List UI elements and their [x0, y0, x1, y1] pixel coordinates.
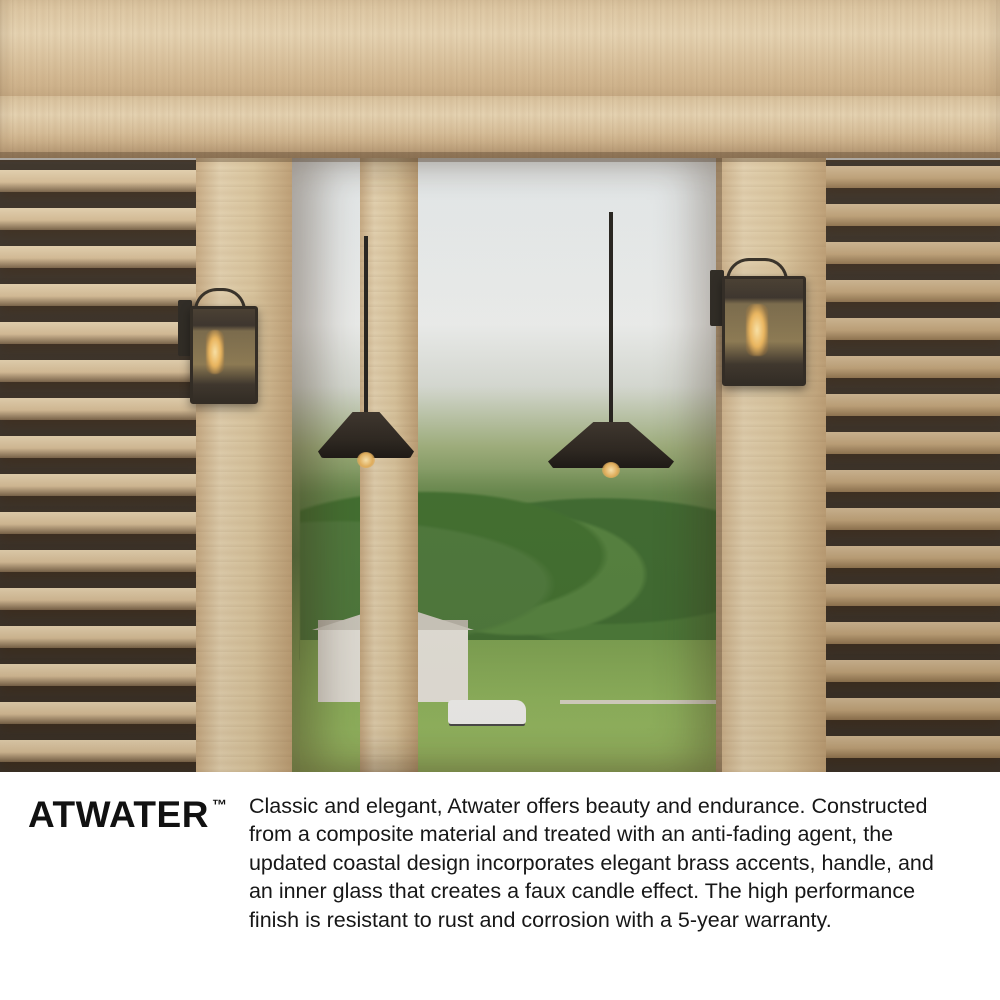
- trademark-symbol: ™: [211, 797, 227, 814]
- wood-beam-lower: [0, 96, 1000, 158]
- lantern-candle-glow: [206, 330, 224, 374]
- louvered-wall-right: [824, 160, 1000, 772]
- background-fence: [560, 700, 720, 704]
- wall-lantern-left: [176, 286, 272, 426]
- beam-shadow-line: [0, 152, 1000, 162]
- louvered-wall-left: [0, 160, 198, 772]
- pendant-bulb-glow: [602, 462, 620, 478]
- pendant-light-outer: [548, 212, 674, 468]
- pendant-light-inner: [318, 236, 414, 458]
- lantern-candle-glow: [746, 304, 768, 356]
- pendant-bulb-glow: [357, 452, 375, 468]
- wood-post-left: [196, 156, 292, 772]
- lantern-body: [190, 306, 258, 404]
- product-description: Classic and elegant, Atwater offers beauty and endurance. Constructed from a composite material and treated with an anti-fading agent, the updated coastal design incorporates elegant brass accents, handle, and an inner glass that creates a faux candle effect. The high performance finish is resistant to rust and corrosion with a 5-year warranty.: [248, 794, 934, 932]
- caption-bar: [0, 772, 1000, 1000]
- wood-post-right: [716, 156, 826, 772]
- brand-name: ATWATER: [28, 794, 209, 835]
- wall-lantern-right: [708, 256, 818, 406]
- background-pickup-truck: [448, 700, 526, 724]
- brand-lockup: [0, 786, 227, 833]
